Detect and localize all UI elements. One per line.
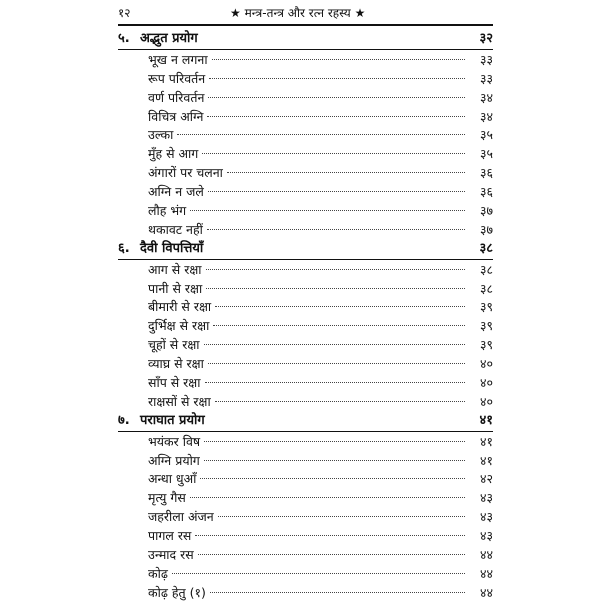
dot-leader [195,535,465,536]
section-heading [118,240,493,259]
dot-leader [207,229,465,230]
dot-leader [190,497,465,498]
entry-page: ४४ [479,547,493,563]
entry-title: राक्षसों से रक्षा [148,393,211,409]
entry-title: पागल रस [148,528,192,544]
section-rule [118,431,493,432]
section-title: दैवी विपत्तियाँ [140,240,204,256]
dot-leader [208,363,465,364]
entry-page: ४० [479,356,493,372]
entry-page: ३७ [479,221,493,237]
toc-entry [118,565,493,584]
entry-page: ३९ [479,299,493,315]
dot-leader [212,59,465,60]
section-rule [118,49,493,50]
section-page: ३८ [479,240,493,256]
dot-leader [200,478,465,479]
toc-entry [118,546,493,565]
toc-entry [118,470,493,489]
toc-entry [118,126,493,145]
dot-leader [205,382,466,383]
page-number: १२ [118,6,131,20]
header-rule [118,24,493,26]
dot-leader [190,210,465,211]
entry-title: वर्ण परिवर्तन [148,89,205,105]
dot-leader [227,172,465,173]
dot-leader [207,116,465,117]
toc-entry [118,145,493,164]
entry-title: व्याघ्र से रक्षा [148,356,204,372]
entry-page: ४३ [479,509,493,525]
section-number: ६. [118,240,130,256]
table-of-contents [118,30,493,603]
entry-page: ४४ [479,565,493,581]
dot-leader [204,441,465,442]
toc-entry [118,108,493,127]
toc-entry [118,164,493,183]
section-page: ३२ [479,31,493,46]
section-title: पराघात प्रयोग [140,412,205,428]
entry-page: ४३ [479,490,493,506]
entry-title: विचित्र अग्नि [148,108,204,124]
entry-page: ३८ [479,280,493,296]
toc-entry [118,70,493,89]
entry-title: दुर्भिक्ष से रक्षा [148,318,210,334]
entry-page: ३९ [479,318,493,334]
entry-page: ४१ [479,433,493,449]
dot-leader [172,573,465,574]
entry-title: अग्नि न जले [148,184,204,200]
entry-page: ३८ [479,261,493,277]
entry-title: मुँह से आग [148,146,199,162]
toc-entry [118,508,493,527]
entry-page: ३३ [479,51,493,67]
toc-entry [118,374,493,393]
toc-entry [118,317,493,336]
entry-title: थकावट नहीं [148,221,203,237]
entry-title: अन्धा धुआँ [148,471,197,487]
section-title: अद्भुत प्रयोग [140,31,198,46]
entry-page: ४२ [479,471,493,487]
toc-entry [118,393,493,412]
page-header [118,4,598,22]
dot-leader [218,516,465,517]
dot-leader [209,78,465,79]
toc-entry [118,183,493,202]
running-head: ★ मन्त्र-तन्त्र और रत्न रहस्य ★ [230,6,366,20]
entry-title: भूख न लगना [148,51,208,67]
entry-page: ३४ [479,108,493,124]
dot-leader [177,134,465,135]
entry-title: अग्नि प्रयोग [148,452,200,468]
entry-title: अंगारों पर चलना [148,165,223,181]
section-number: ७. [118,412,130,428]
toc-entry [118,298,493,317]
entry-title: भयंकर विष [148,433,201,449]
dot-leader [213,325,465,326]
dot-leader [206,288,465,289]
section-number: ५. [118,31,130,46]
entry-page: ४० [479,375,493,391]
toc-entry [118,452,493,471]
toc-entry [118,51,493,70]
toc-entry [118,221,493,240]
dot-leader [204,460,465,461]
toc-entry [118,202,493,221]
section-rule [118,259,493,260]
entry-page: ३४ [479,89,493,105]
entry-page: ४१ [479,452,493,468]
toc-entry [118,336,493,355]
dot-leader [202,153,465,154]
entry-page: ४३ [479,528,493,544]
dot-leader [204,344,465,345]
entry-page: ३७ [479,203,493,219]
toc-section [118,30,493,240]
entry-title: पानी से रक्षा [148,280,203,296]
section-heading [118,412,493,431]
entry-page: ३३ [479,70,493,86]
entry-page: ३६ [479,165,493,181]
entry-page: ४४ [479,584,493,600]
dot-leader [215,401,465,402]
dot-leader [206,269,465,270]
entry-title: चूहों से रक्षा [148,337,200,353]
dot-leader [210,592,465,593]
toc-section [118,412,493,603]
entry-title: उल्का [148,127,174,143]
toc-entry [118,355,493,374]
entry-title: रूप परिवर्तन [148,70,206,86]
entry-page: ३६ [479,184,493,200]
toc-entry [118,527,493,546]
entry-page: ३५ [479,127,493,143]
toc-entry [118,89,493,108]
dot-leader [198,554,465,555]
section-page: ४१ [479,412,493,428]
dot-leader [208,97,465,98]
toc-entry [118,433,493,452]
toc-entry [118,280,493,299]
entry-title: कोढ़ हेतु (१) [148,584,206,600]
entry-title: कोढ़ [148,565,168,581]
section-heading [118,30,493,49]
entry-title: बीमारी से रक्षा [148,299,212,315]
entry-title: उन्माद रस [148,547,194,563]
entry-title: मृत्यु गैस [148,490,186,506]
entry-title: आग से रक्षा [148,261,202,277]
dot-leader [208,191,465,192]
entry-title: साँप से रक्षा [148,375,201,391]
toc-entry [118,489,493,508]
entry-page: ४० [479,393,493,409]
entry-title: जहरीला अंजन [148,509,214,525]
entry-page: ३९ [479,337,493,353]
toc-entry [118,261,493,280]
toc-section [118,240,493,412]
entry-page: ३५ [479,146,493,162]
entry-title: लौह भंग [148,203,187,219]
dot-leader [215,306,465,307]
